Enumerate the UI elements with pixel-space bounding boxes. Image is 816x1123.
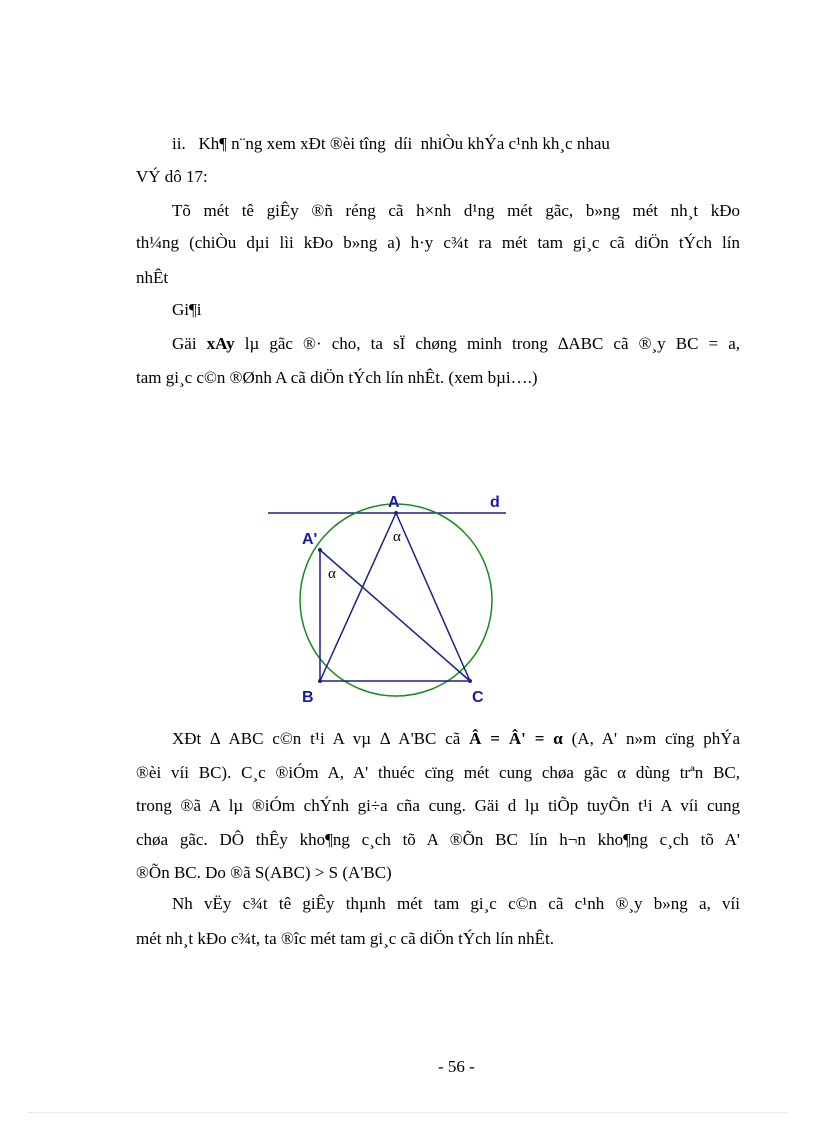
page-bottom-rule — [28, 1112, 788, 1113]
label-alpha-at-Aprime: α — [328, 566, 336, 582]
explanation-line-1 — [172, 729, 740, 749]
problem-line-1: Tõ mét tê giÊy ®ñ réng cã h×nh d¹ng mét gãc, b»ng mét nh¸t kÐo — [172, 201, 740, 220]
angle-equality: Â = Â' = α — [469, 729, 563, 748]
segment-AC — [396, 513, 470, 681]
label-C: C — [472, 689, 484, 706]
label-A: A — [388, 494, 400, 511]
solution-line-2: tam gi¸c c©n ®Ønh A cã diÖn tÝch lín nhÊt. (xem bµi….) — [136, 368, 538, 387]
label-Aprime: A' — [302, 531, 318, 548]
label-alpha-at-A: α — [393, 529, 401, 545]
solution-line-1 — [172, 334, 740, 354]
angle-xAy: xAy — [206, 334, 235, 353]
explanation-line-1-start: XÐt ∆ ABC c©n t¹i A vµ ∆ A'BC cã — [172, 729, 461, 748]
page-number: - 56 - — [438, 1057, 475, 1076]
conclusion-line-1: Nh vËy c¾t tê giÊy thµnh mét tam gi¸c c©n cã c¹nh ®¸y b»ng a, víi — [172, 894, 740, 913]
solution-line-1-end: lµ gãc ®· cho, ta sÏ chøng minh trong ∆ABC cã ®¸y BC = a, — [244, 334, 740, 353]
explanation-line-4: chøa gãc. DÔ thÊy kho¶ng c¸ch tõ A ®Õn BC lín h¬n kho¶ng c¸ch tõ A' — [136, 830, 740, 849]
explanation-line-5: ®Õn BC. Do ®ã S(ABC) > S (A'BC) — [136, 863, 392, 882]
example-label: VÝ dô 17: — [136, 167, 208, 186]
explanation-line-3: trong ®ã A lµ ®iÓm chÝnh gi÷a cña cung. Gäi d lµ tiÕp tuyÕn t¹i A víi cung — [136, 796, 740, 815]
conclusion-line-2: mét nh¸t kÐo c¾t, ta ®îc mét tam gi¸c cã diÖn tÝch lín nhÊt. — [136, 929, 554, 948]
problem-line-3: nhÊt — [136, 268, 169, 287]
explanation-line-1-end: (A, A' n»m cïng phÝa — [571, 729, 741, 748]
geometry-figure — [262, 488, 520, 710]
explanation-line-2: ®èi víi BC). C¸c ®iÓm A, A' thuéc cïng mét cung chøa gãc α dùng trªn BC, — [136, 763, 740, 782]
problem-line-2: th¼ng (chiÒu dµi lìi kÐo b»ng a) h·y c¾t ra mét tam gi¸c cã diÖn tÝch lín — [136, 233, 740, 252]
label-B: B — [302, 689, 314, 706]
section-heading: ii. Kh¶ n¨ng xem xÐt ®èi tîng díi nhiÒu khÝa c¹nh kh¸c nhau — [172, 134, 610, 153]
solution-line-1-start: Gäi — [172, 334, 197, 353]
point-A — [394, 511, 398, 515]
segment-AprimeC — [320, 550, 470, 681]
solution-label: Gi¶i — [172, 300, 202, 319]
label-d: d — [490, 494, 500, 511]
segment-AB — [320, 513, 396, 681]
point-Aprime — [318, 548, 322, 552]
point-C — [468, 679, 472, 683]
point-B — [318, 679, 322, 683]
